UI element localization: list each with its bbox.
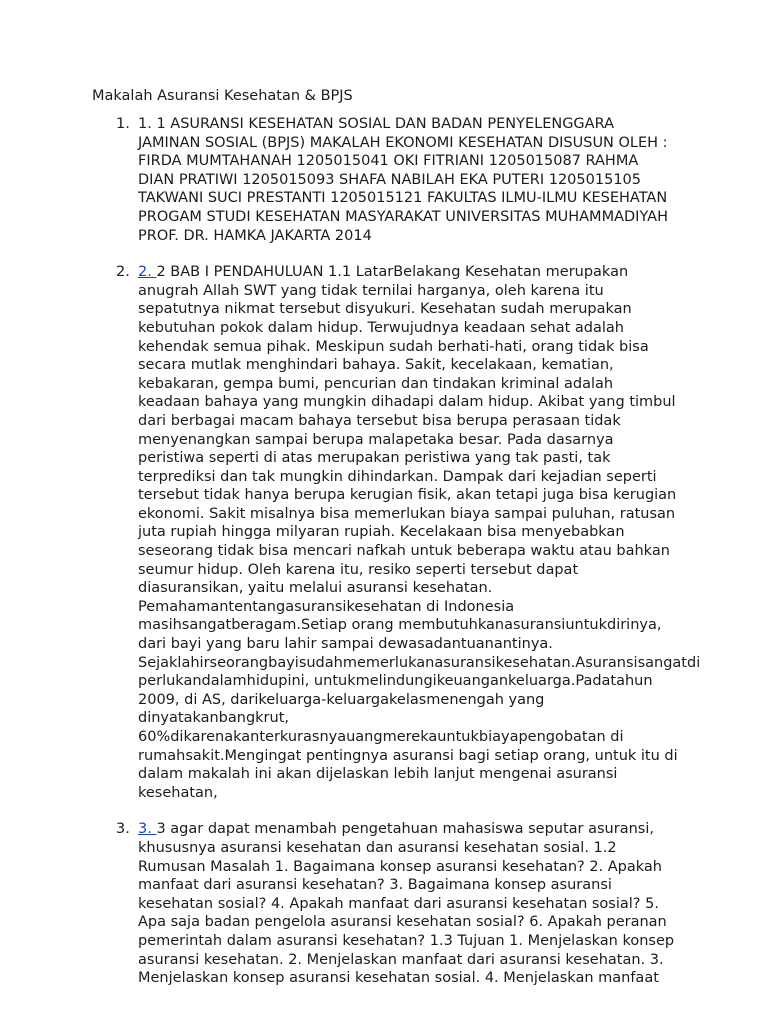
document-list [0, 115, 768, 1006]
item-text-content: 2 BAB I PENDAHULUAN 1.1 LatarBelakang Kesehatan merupakan anugrah Allah SWT yang tidak ternilai harganya, oleh karena itu sepatutnya nikmat tersebut disyukuri. Kesehatan sudah merupakan kebutuhan pokok dalam hidup. Terwujudnya keadaan sehat adalah kehendak semua pihak. Meskipun sudah berhati-hati, orang tidak bisa secara mutlak menghindari bahaya. Sakit, kecelakaan, kematian, kebakaran, gempa bumi, pencurian dan tindakan kriminal adalah keadaan bahaya yang mungkin dihadapi dalam hidup. Akibat yang timbul dari berbagai macam bahaya tersebut bisa berupa perasaan tidak menyenangkan sampai berupa malapetaka besar. Pada dasarnya peristiwa seperti di atas merupakan peristiwa yang tak pasti, tak terprediksi dan tak mungkin dihindarkan. Dampak dari kejadian seperti tersebut tidak hanya berupa kerugian fisik, akan tetapi juga bisa kerugian ekonomi. Sakit misalnya bisa memerlukan biaya sampai puluhan, ratusan juta rupiah hingga milyaran rupiah. Kecelakaan bisa menyebabkan seseorang tidak bisa mencari nafkah untuk beberapa waktu atau bahkan seumur hidup. Oleh karena itu, resiko seperti tersebut dapat diasuransikan, yaitu melalui asuransi kesehatan. Pemahamantentangasuransikesehatan di Indonesia masihsangatberagam.Setiap orang membutuhkanasuransiuntukdirinya, dari bayi yang baru lahir sampai dewasadantuanantinya. Sejaklahirseorangbayisudahmemerlukanasuransikesehatan.Asuransisangatdi perlukandalamhidupini, untukmelindungikeuangankeluarga.Padatahun 2009, di AS, darikeluarga-keluargakelasmenengah yang dinyatakanbangkrut, 60%dikarenakanterkurasnyauangmerekauntukbiayapengobatan di rumahsakit.Mengingat pentingnya asuransi bagi setiap orang, untuk itu di dalam makalah ini akan dijelaskan lebih lanjut mengenai asuransi kesehatan, [138, 264, 701, 801]
page-link[interactable]: 3. [138, 821, 157, 838]
item-text-content: 3 agar dapat menambah pengetahuan mahasiswa seputar asuransi, khususnya asuransi kesehatan dan asuransi kesehatan sosial. 1.2 Rumusan Masalah 1. Bagaimana konsep asuransi kesehatan? 2. Apakah manfaat dari asuransi kesehatan? 3. Bagaimana konsep asuransi kesehatan sosial? 4. Apakah manfaat dari asuransi kesehatan sosial? 5. Apa saja badan pengelola asuransi kesehatan sosial? 6. Apakah peranan pemerintah dalam asuransi kesehatan? 1.3 Tujuan 1. Menjelaskan konsep asuransi kesehatan. 2. Menjelaskan manfaat dari asuransi kesehatan. 3. Menjelaskan konsep asuransi kesehatan sosial. 4. Menjelaskan manfaat [138, 821, 675, 987]
document-title: Makalah Asuransi Kesehatan & BPJS [92, 88, 353, 104]
list-item-number: 3. [116, 821, 130, 838]
list-item-text [138, 115, 678, 245]
list-item-text [138, 820, 678, 987]
list-item-number: 2. [116, 264, 130, 281]
list-item-number: 1. [116, 116, 130, 132]
list-item [0, 263, 768, 802]
list-item [0, 820, 768, 987]
list-item-text [138, 263, 701, 802]
item-text-content: 1. 1 ASURANSI KESEHATAN SOSIAL DAN BADAN PENYELENGGARA JAMINAN SOSIAL (BPJS) MAKALAH EKONOMI KESEHATAN DISUSUN OLEH : FIRDA MUMTAHANAH 1205015041 OKI FITRIANI 1205015087 RAHMA DIAN PRATIWI 1205015093 SHAFA NABILAH EKA PUTERI 1205015105 TAKWANI SUCI PRESTANTI 1205015121 FAKULTAS ILMU-ILMU KESEHATAN PROGAM STUDI KESEHATAN MASYARAKAT UNIVERSITAS MUHAMMADIYAH PROF. DR. HAMKA JAKARTA 2014 [138, 116, 668, 244]
list-item [0, 115, 768, 245]
page-link[interactable]: 2. [138, 264, 157, 281]
